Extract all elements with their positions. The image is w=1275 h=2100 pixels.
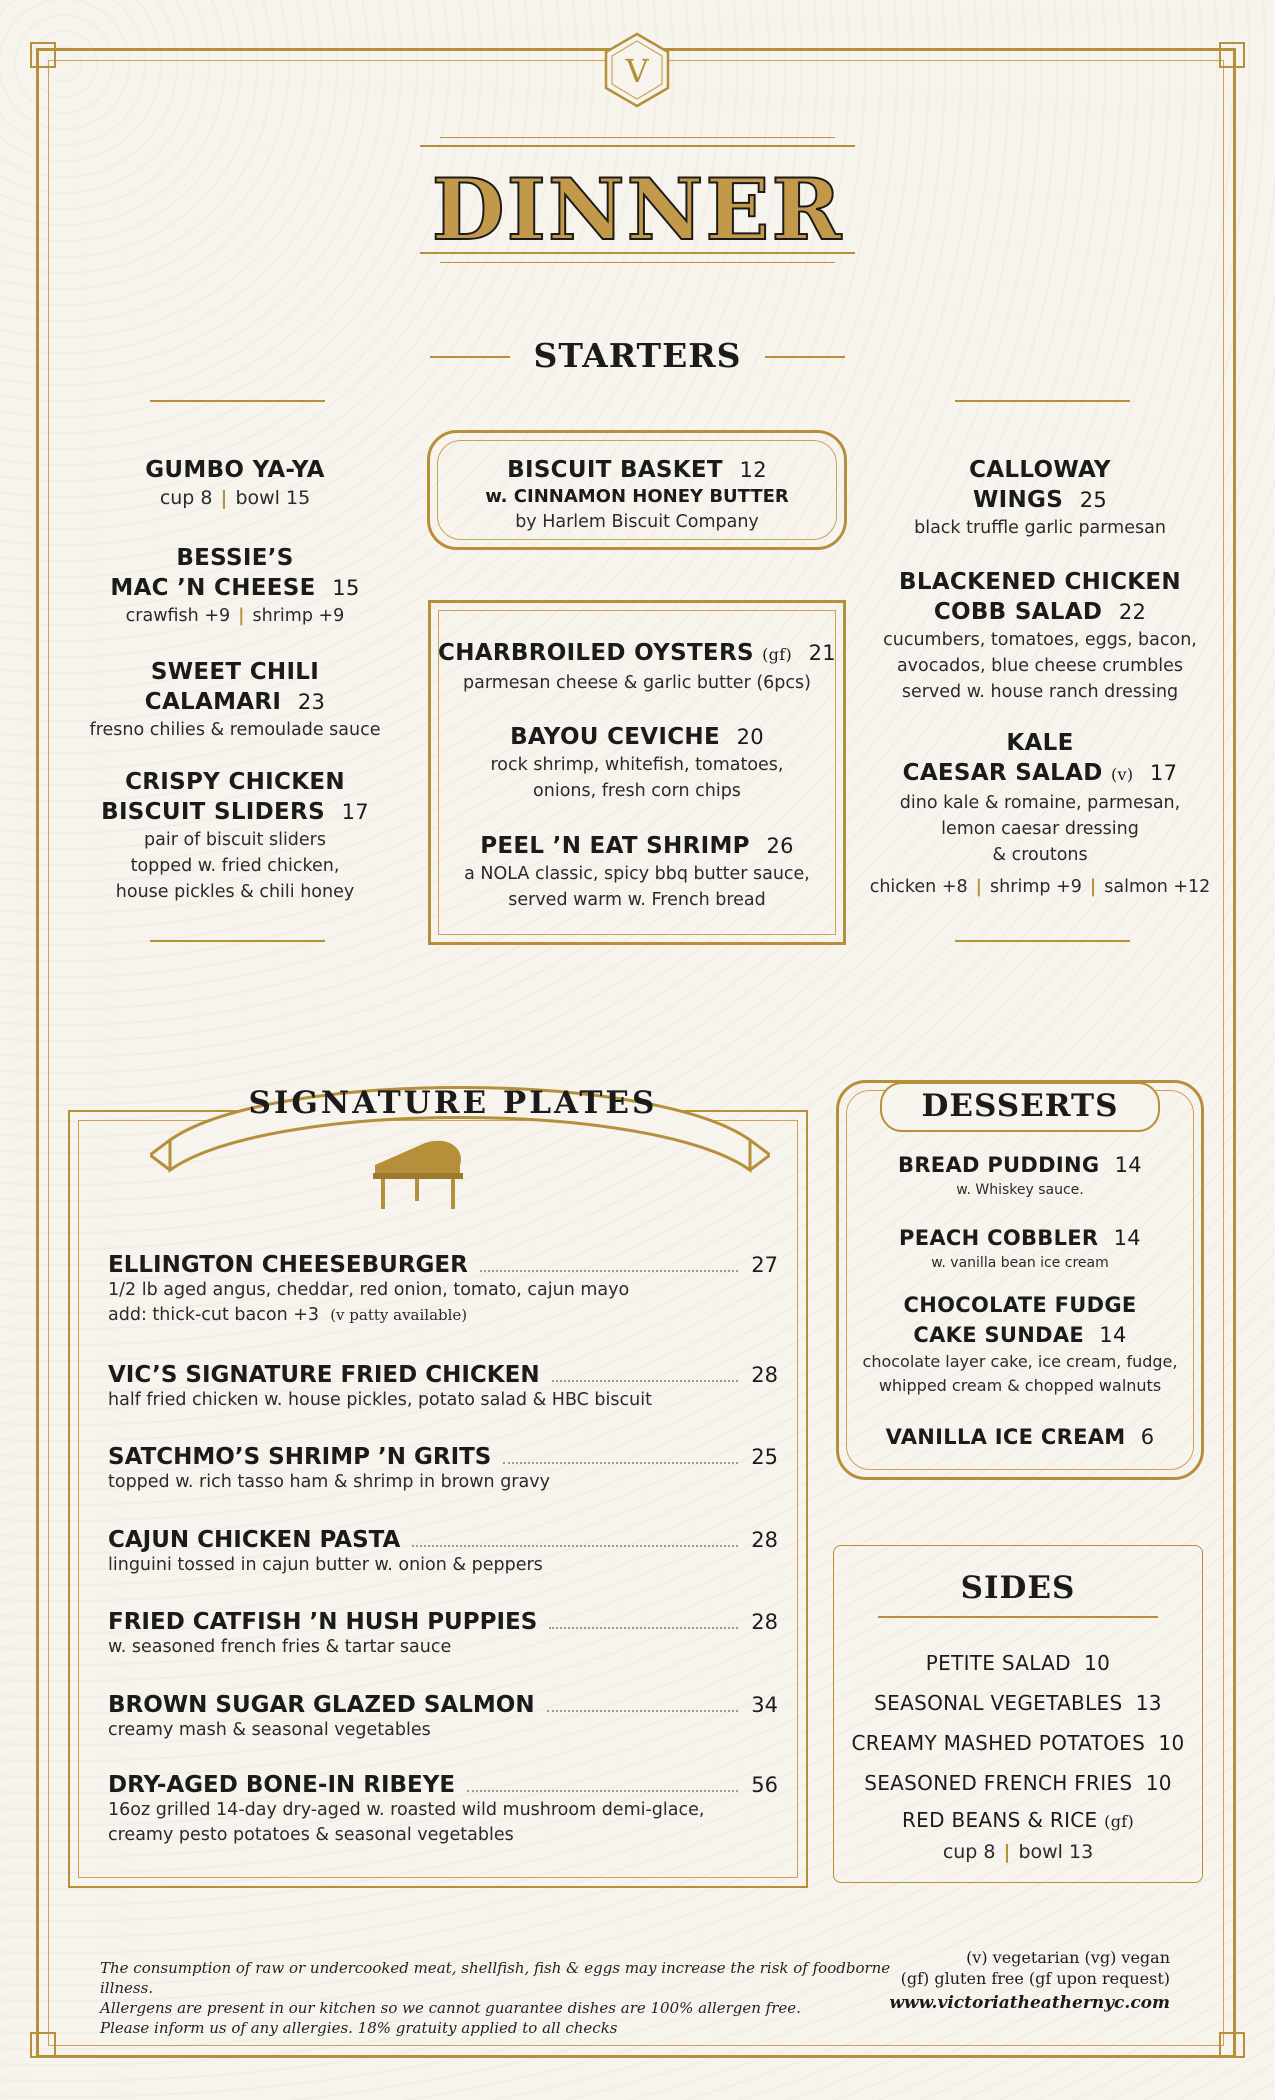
item-desc: chocolate layer cake, ice cream, fudge, (862, 1352, 1178, 1371)
item-name: VANILLA ICE CREAM 6 (885, 1425, 1155, 1449)
page-title: DINNER (431, 160, 844, 259)
item-desc: w. vanilla bean ice cream (931, 1255, 1109, 1271)
item-desc: rock shrimp, whitefish, tomatoes, (490, 755, 784, 775)
sides-title: SIDES (960, 1570, 1076, 1606)
item-name: CALLOWAY (969, 457, 1111, 483)
left-ornament-bottom (150, 940, 325, 942)
sides-divider (878, 1616, 1158, 1618)
right-ornament-bottom (955, 940, 1130, 942)
signature-item-catfish (108, 1609, 778, 1660)
legend-line: (gf) gluten free (gf upon request) (900, 1969, 1170, 1988)
side-item: RED BEANS & RICE (gf) (901, 1808, 1135, 1832)
disclaimer-line: Allergens are present in our kitchen so we cannot guarantee dishes are 100% allergen free. (100, 1999, 801, 2017)
signature-item-pasta (108, 1527, 778, 1578)
item-name: CRISPY CHICKEN (125, 769, 345, 795)
item-desc: pair of biscuit sliders (144, 830, 326, 850)
item-desc: cucumbers, tomatoes, eggs, bacon, (883, 630, 1197, 650)
desserts-frame-inner (846, 1090, 1194, 1470)
item-desc: 1/2 lb aged angus, cheddar, red onion, tomato, cajun mayo (108, 1280, 630, 1300)
dessert-bread-pudding (846, 1150, 1194, 1200)
starters-flourish-right (765, 356, 845, 358)
item-desc: house pickles & chili honey (115, 882, 355, 902)
item-name: BROWN SUGAR GLAZED SALMON (108, 1692, 535, 1718)
item-desc: linguini tossed in cajun butter w. onion & peppers (108, 1555, 543, 1575)
footer-disclaimer (100, 1958, 900, 2038)
item-name: SATCHMO’S SHRIMP ’N GRITS (108, 1444, 492, 1470)
title-ornament-top-thin (440, 137, 835, 138)
left-ornament-top (150, 400, 325, 402)
item-desc: parmesan cheese & garlic butter (6pcs) (463, 673, 811, 693)
starter-mac-cheese (75, 543, 395, 629)
starter-gumbo (75, 455, 395, 511)
item-name: BISCUIT SLIDERS 17 (101, 799, 369, 825)
item-name: VIC’S SIGNATURE FRIED CHICKEN (108, 1362, 540, 1388)
signature-item-ribeye (108, 1772, 778, 1848)
svg-text:V: V (625, 52, 649, 90)
item-desc: crawfish +9 | shrimp +9 (125, 606, 345, 626)
disclaimer-line: The consumption of raw or undercooked meat, shellfish, fish & eggs may increase the risk of foodborne illness. (100, 1959, 891, 1997)
item-name: BISCUIT BASKET 12 (507, 457, 767, 483)
item-desc: fresno chilies & remoulade sauce (89, 720, 381, 740)
signature-frame-inner (78, 1120, 798, 1878)
item-desc: avocados, blue cheese crumbles (896, 656, 1184, 676)
starter-oysters (438, 638, 836, 696)
item-name: CAJUN CHICKEN PASTA (108, 1527, 401, 1553)
signature-item-salmon (108, 1692, 778, 1743)
item-name: BREAD PUDDING 14 (898, 1153, 1142, 1177)
disclaimer-line: Please inform us of any allergies. 18% gratuity applied to all checks (100, 2019, 618, 2037)
side-item: SEASONED FRENCH FRIES 10 (864, 1771, 1172, 1795)
corner-ornament (30, 42, 56, 68)
corner-ornament (1219, 42, 1245, 68)
signature-item-shrimp-grits (108, 1444, 778, 1495)
dessert-vanilla-ice-cream (846, 1422, 1194, 1452)
starters-flourish-left (430, 356, 510, 358)
footer-legend (880, 1947, 1170, 2017)
item-name: CHARBROILED OYSTERS (gf) 21 (438, 640, 836, 666)
item-desc: topped w. fried chicken, (130, 856, 340, 876)
starter-biscuit-basket (437, 455, 837, 535)
desserts-title: DESSERTS (921, 1088, 1119, 1124)
side-item-sizes: cup 8 | bowl 13 (942, 1841, 1094, 1863)
item-desc: served w. house ranch dressing (901, 682, 1179, 702)
item-price: 25 (751, 1445, 778, 1469)
item-desc: creamy mash & seasonal vegetables (108, 1720, 431, 1740)
item-name: BLACKENED CHICKEN (899, 569, 1181, 595)
right-ornament-top (955, 400, 1130, 402)
item-name: BAYOU CEVICHE 20 (510, 724, 764, 750)
starter-kale-caesar (860, 728, 1220, 900)
item-name: PEEL ’N EAT SHRIMP 26 (480, 833, 794, 859)
item-name: GUMBO YA-YA (145, 457, 325, 483)
corner-ornament (1219, 2032, 1245, 2058)
item-price: 28 (751, 1363, 778, 1387)
item-name: CALAMARI 23 (144, 689, 326, 715)
item-desc: half fried chicken w. house pickles, potato salad & HBC biscuit (108, 1390, 652, 1410)
piano-icon (365, 1135, 475, 1215)
side-item: SEASONAL VEGETABLES 13 (874, 1691, 1162, 1715)
item-desc: creamy pesto potatoes & seasonal vegetables (108, 1825, 514, 1845)
starter-wings (870, 455, 1210, 541)
item-name: CAESAR SALAD (v) 17 (902, 760, 1178, 786)
item-name: PEACH COBBLER 14 (899, 1226, 1141, 1250)
item-price: 28 (751, 1610, 778, 1634)
item-name: ELLINGTON CHEESEBURGER (108, 1252, 468, 1278)
item-desc: served warm w. French bread (508, 890, 766, 910)
item-desc: cup 8 | bowl 15 (159, 487, 311, 509)
item-desc: w. seasoned french fries & tartar sauce (108, 1637, 452, 1657)
v-logo-badge (604, 32, 670, 108)
item-desc: onions, fresh corn chips (533, 781, 741, 801)
item-name: MAC ’N CHEESE 15 (110, 575, 360, 601)
item-desc: dino kale & romaine, parmesan, (899, 793, 1181, 813)
title-ornament-bottom-thin (440, 262, 835, 263)
dessert-peach-cobbler (846, 1223, 1194, 1273)
item-subtitle: w. CINNAMON HONEY BUTTER (485, 486, 789, 507)
starters-title: STARTERS (533, 336, 742, 375)
signature-item-burger (108, 1252, 778, 1328)
item-desc: w. Whiskey sauce. (956, 1182, 1084, 1198)
website-link[interactable]: www.victoriatheathernyc.com (889, 1993, 1170, 2013)
side-item: CREAMY MASHED POTATOES 10 (851, 1731, 1185, 1755)
item-price: 56 (751, 1773, 778, 1797)
sides-list (833, 1643, 1203, 1865)
starter-ceviche (438, 722, 836, 804)
item-price: 27 (751, 1253, 778, 1277)
item-price: 28 (751, 1528, 778, 1552)
title-ornament-top (420, 145, 855, 147)
item-price: 34 (751, 1693, 778, 1717)
item-desc: lemon caesar dressing (941, 819, 1139, 839)
item-desc: topped w. rich tasso ham & shrimp in brown gravy (108, 1472, 550, 1492)
item-addon: add: thick-cut bacon +3 (v patty available) (108, 1305, 468, 1325)
item-desc: by Harlem Biscuit Company (515, 512, 759, 532)
item-name: DRY-AGED BONE-IN RIBEYE (108, 1772, 456, 1798)
legend-line: (v) vegetarian (vg) vegan (966, 1948, 1170, 1967)
starter-cobb (870, 567, 1210, 705)
item-name: CAKE SUNDAE 14 (913, 1323, 1127, 1347)
item-name: SWEET CHILI (150, 659, 320, 685)
item-desc: 16oz grilled 14-day dry-aged w. roasted wild mushroom demi-glace, (108, 1800, 705, 1820)
starter-shrimp (438, 831, 836, 913)
item-desc: whipped cream & chopped walnuts (878, 1376, 1162, 1395)
item-desc: & croutons (992, 845, 1088, 865)
signature-title: SIGNATURE PLATES (248, 1085, 658, 1121)
item-desc: a NOLA classic, spicy bbq butter sauce, (464, 864, 810, 884)
item-name: BESSIE’S (176, 545, 294, 571)
dessert-fudge-sundae (846, 1290, 1194, 1398)
starter-calamari (75, 657, 395, 743)
item-addons: chicken +8 | shrimp +9 | salmon +12 (869, 877, 1211, 897)
item-name: CHOCOLATE FUDGE (903, 1293, 1137, 1317)
starter-sliders (75, 767, 395, 905)
item-name: KALE (1006, 730, 1074, 756)
signature-item-fried-chicken (108, 1362, 778, 1413)
item-name: WINGS 25 (972, 487, 1108, 513)
item-desc: black truffle garlic parmesan (914, 518, 1166, 538)
corner-ornament (30, 2032, 56, 2058)
side-item: PETITE SALAD 10 (925, 1651, 1111, 1675)
item-name: COBB SALAD 22 (933, 599, 1147, 625)
item-name: FRIED CATFISH ’N HUSH PUPPIES (108, 1609, 538, 1635)
